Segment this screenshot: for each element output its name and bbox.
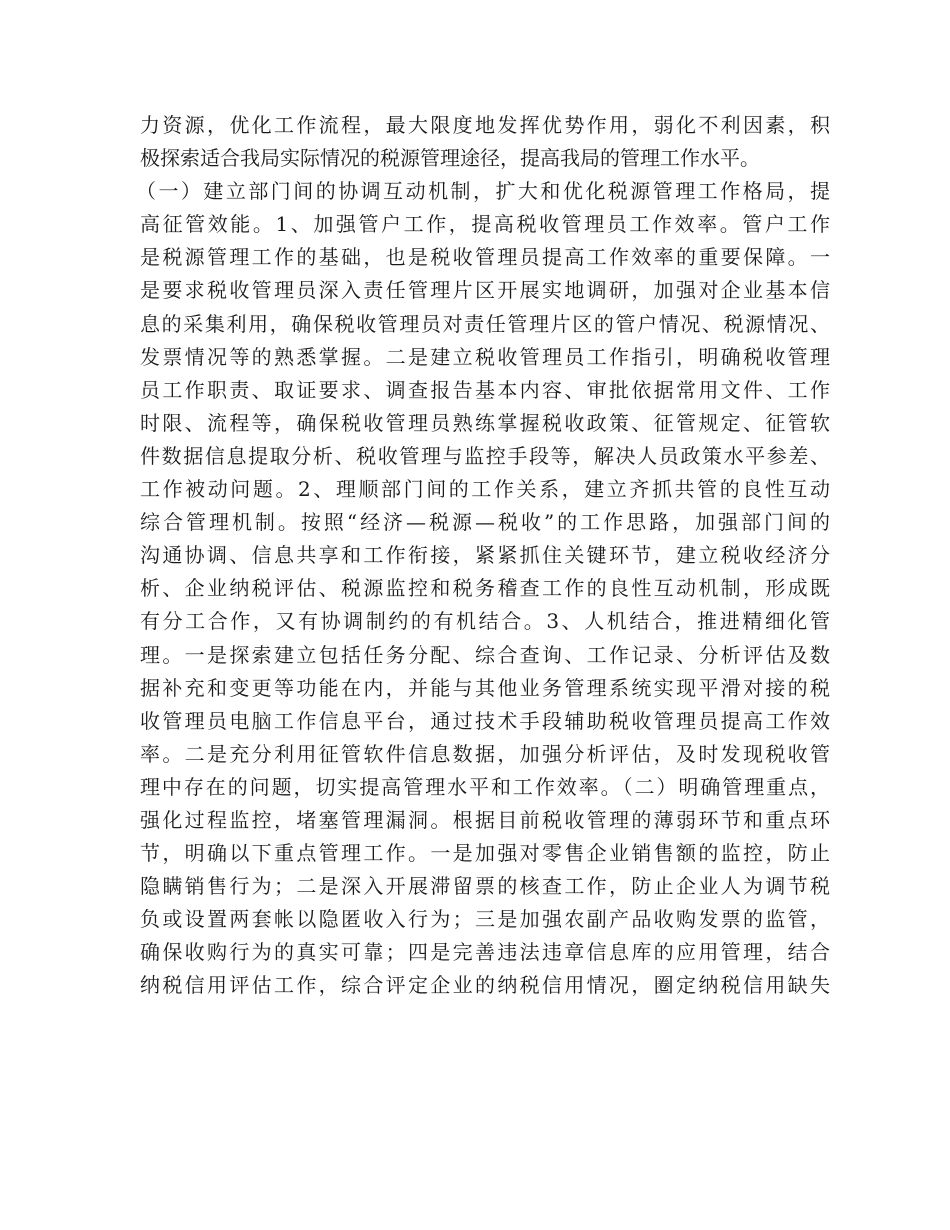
text-line: 是税源管理工作的基础，也是税收管理员提高工作效率的重要保障。一 [140, 245, 830, 270]
text-line: 隐瞒销售行为；二是深入开展滞留票的核查工作，防止企业人为调节税 [140, 874, 830, 899]
text-line: 息的采集利用，确保税收管理员对责任管理片区的管户情况、税源情况、 [140, 311, 830, 336]
text-line: 收管理员电脑工作信息平台，通过技术手段辅助税收管理员提高工作效 [140, 708, 830, 733]
text-line: 员工作职责、取证要求、调查报告基本内容、审批依据常用文件、工作 [140, 377, 830, 402]
text-line: 率。二是充分利用征管软件信息数据，加强分析评估，及时发现税收管 [140, 741, 830, 766]
text-line: 确保收购行为的真实可靠；四是完善违法违章信息库的应用管理，结合 [140, 940, 830, 965]
body-text [136, 109, 830, 1003]
text-line: 件数据信息提取分析、税收管理与监控手段等，解决人员政策水平参差、 [140, 443, 830, 468]
text-line: 据补充和变更等功能在内，并能与其他业务管理系统实现平滑对接的税 [140, 675, 830, 700]
text-line: 节，明确以下重点管理工作。一是加强对零售企业销售额的监控，防止 [140, 841, 830, 866]
text-line: 时限、流程等，确保税收管理员熟练掌握税收政策、征管规定、征管软 [140, 410, 830, 435]
text-line: 力资源，优化工作流程，最大限度地发挥优势作用，弱化不利因素，积 [140, 113, 830, 137]
text-line: （一）建立部门间的协调互动机制，扩大和优化税源管理工作格局，提 [136, 179, 830, 204]
text-line: 工作被动问题。2、理顺部门间的工作关系，建立齐抓共管的良性互动 [140, 477, 830, 502]
text-line: 析、企业纳税评估、税源监控和税务稽查工作的良性互动机制，形成既 [140, 576, 830, 601]
text-line: 高征管效能。1、加强管户工作，提高税收管理员工作效率。管户工作 [140, 212, 830, 237]
text-line: 发票情况等的熟悉掌握。二是建立税收管理员工作指引，明确税收管理 [140, 344, 830, 369]
text-line: 强化过程监控，堵塞管理漏洞。根据目前税收管理的薄弱环节和重点环 [140, 807, 830, 832]
text-line: 理。一是探索建立包括任务分配、综合查询、工作记录、分析评估及数 [140, 642, 830, 667]
text-line: 有分工合作，又有协调制约的有机结合。3、人机结合，推进精细化管 [140, 609, 830, 634]
text-line: 沟通协调、信息共享和工作衔接，紧紧抓住关键环节，建立税收经济分 [140, 543, 830, 568]
text-line: 理中存在的问题，切实提高管理水平和工作效率。（二）明确管理重点， [140, 774, 830, 799]
text-line: 负或设置两套帐以隐匿收入行为；三是加强农副产品收购发票的监管， [140, 907, 830, 932]
text-line: 极探索适合我局实际情况的税源管理途径，提高我局的管理工作水平。 [140, 146, 760, 171]
text-line: 纳税信用评估工作，综合评定企业的纳税信用情况，圈定纳税信用缺失 [140, 973, 830, 998]
text-line: 综合管理机制。按照“经济—税源—税收”的工作思路，加强部门间的 [140, 510, 830, 535]
text-line: 是要求税收管理员深入责任管理片区开展实地调研，加强对企业基本信 [140, 278, 830, 303]
